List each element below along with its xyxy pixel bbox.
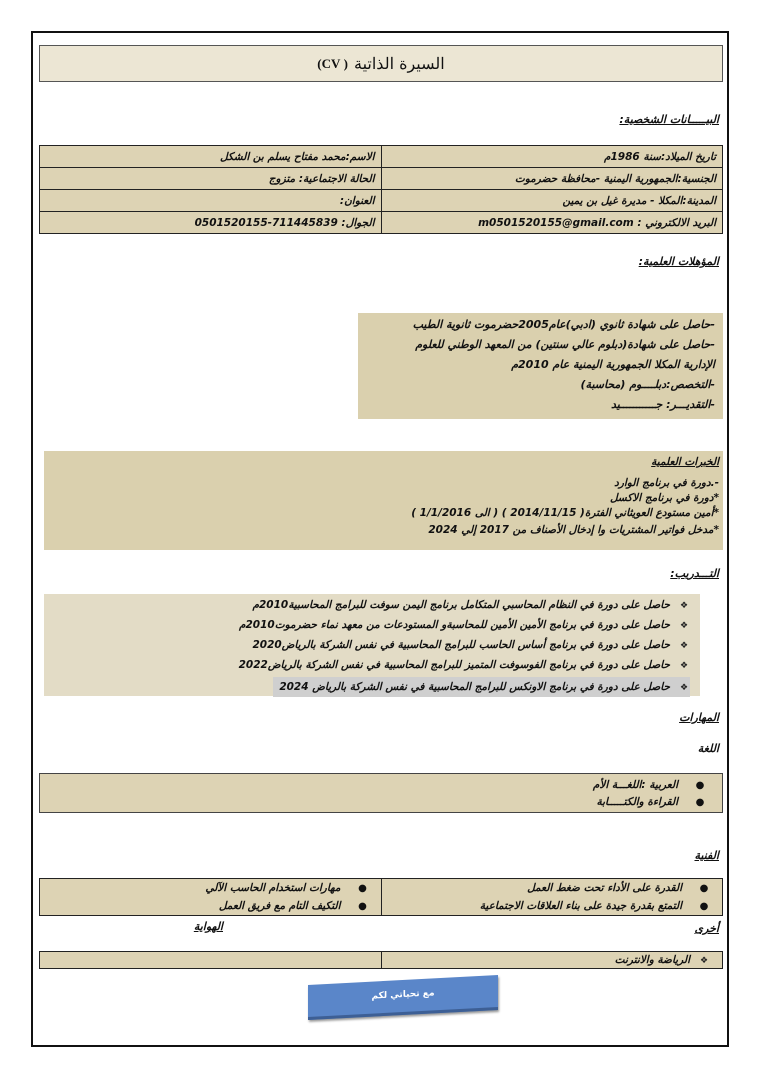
training-box — [44, 594, 700, 696]
mobile-cell: الجوال: 711445839-0501520155 — [40, 212, 382, 234]
training-item — [273, 677, 690, 697]
other-heading: أخرى — [694, 922, 719, 935]
qualification-line: -التقديـــر: جـــــــــــيد — [610, 398, 715, 411]
qualifications-heading: المؤهلات العلمية: — [638, 255, 719, 268]
skill-item — [394, 897, 711, 915]
language-item-text: القراءة والكتـــــابة — [596, 796, 678, 808]
personal-heading: البيـــــانات الشخصية: — [619, 113, 719, 126]
experience-box — [44, 451, 723, 550]
diamond-bullet-icon: ❖ — [679, 641, 689, 651]
birthdate-cell: تاريخ الميلاد:سنة 1986م — [381, 146, 723, 168]
technical-heading: الفنية — [694, 849, 719, 862]
skill-item-text: مهارات استخدام الحاسب الآلي — [205, 882, 341, 894]
training-item — [44, 635, 690, 655]
table-row — [40, 952, 723, 969]
bullet-dot-icon: ● — [699, 883, 709, 894]
name-cell: الاسم:محمد مفتاح يسلم بن الشكل — [40, 146, 382, 168]
training-item — [44, 595, 690, 615]
qualifications-box — [358, 313, 723, 419]
table-row — [40, 146, 723, 168]
table-row — [40, 212, 723, 234]
training-item-text: حاصل على دورة في برنامج أساس الحاسب للبرامج المحاسبية في نفس الشركة بالرياض2020 — [252, 639, 670, 651]
qualification-line: -التخصص:دبلــــوم (محاسبة) — [580, 378, 715, 391]
training-item-text: حاصل على دورة في برنامج الفوسوفت المتميز للبرامج المحاسبية في نفس الشركة بالرياض2022 — [238, 659, 670, 671]
city-cell: المدينة:المكلا - مديرة غيل بن يمين — [381, 190, 723, 212]
cv-title-box — [39, 45, 723, 82]
training-item-text: حاصل على دورة في برنامج الأمين الأمين للمحاسبةو المستودعات من معهد نماء حضرموت2010م — [238, 619, 670, 631]
language-item-text: العربية :اللغـــة الأم — [592, 779, 678, 791]
table-row — [40, 168, 723, 190]
hobby-table — [39, 951, 723, 969]
skill-item-text: التمتع بقدرة جيدة على بناء العلاقات الاجتماعية — [479, 900, 682, 912]
hobby-text: الرياضة والانترنت — [614, 954, 690, 966]
bullet-dot-icon: ● — [358, 901, 367, 912]
technical-skills-right — [40, 879, 382, 916]
experience-heading: الخبرات العلمية — [651, 456, 719, 468]
skill-item — [52, 879, 369, 897]
skill-item — [52, 897, 369, 915]
language-item — [40, 777, 706, 794]
experience-line: *دورة في برنامج الاكسل — [609, 492, 719, 504]
greeting-banner: مع تحياتي لكم — [308, 975, 498, 1020]
other-cell — [40, 952, 382, 969]
experience-line: *مدخل فواتير المشتريات وا إدخال الأصناف من 2017 إلي 2024 — [428, 524, 719, 536]
bullet-dot-icon: ● — [699, 901, 709, 912]
hobby-cell — [381, 952, 723, 969]
nationality-cell: الجنسية:الجمهورية اليمنية -محافظة حضرموت — [381, 168, 723, 190]
qualification-line: -حاصل على شهادة(دبلوم عالي سنتين) من المعهد الوطني للعلوم — [415, 338, 715, 351]
training-item — [44, 655, 690, 675]
diamond-bullet-icon: ❖ — [699, 956, 709, 966]
experience-line: -.دورة في برنامج الوارد — [614, 477, 719, 489]
diamond-bullet-icon: ❖ — [679, 661, 689, 671]
cv-title: السيرة الذاتية — [353, 54, 445, 73]
cv-title-abbr: ( CV) — [317, 55, 348, 71]
hobby-heading: الهواية — [193, 920, 223, 933]
language-item — [40, 794, 706, 811]
bullet-dot-icon: ● — [695, 780, 705, 791]
skill-item — [394, 879, 711, 897]
diamond-bullet-icon: ❖ — [679, 621, 689, 631]
table-row — [40, 190, 723, 212]
training-item — [44, 615, 690, 635]
marital-status-cell: الحالة الاجتماعية: متزوج — [40, 168, 382, 190]
qualification-line: -حاصل على شهادة ثانوي (ادبي)عام2005حضرموت ثانوية الطيب — [412, 318, 715, 331]
training-heading: التـــدريب: — [670, 567, 719, 580]
training-item-text: حاصل على دورة في برنامج الاونكس للبرامج المحاسبية في نفس الشركة بالرياض 2024 — [279, 681, 670, 693]
email-cell: البريد الالكتروني : m0501520155@gmail.com — [381, 212, 723, 234]
language-box — [39, 773, 723, 813]
address-cell: العنوان: — [40, 190, 382, 212]
diamond-bullet-icon: ❖ — [679, 683, 689, 693]
technical-skills-table — [39, 878, 723, 916]
language-heading: اللغة — [697, 742, 719, 755]
diamond-bullet-icon: ❖ — [679, 601, 689, 611]
skill-item-text: التكيف التام مع فريق العمل — [218, 900, 341, 912]
experience-line: *أمين مستودع العويثاني الفترة( 2014/11/15 ) ( الى 1/1/2016 ) — [411, 507, 719, 519]
bullet-dot-icon: ● — [358, 883, 367, 894]
bullet-dot-icon: ● — [695, 797, 705, 808]
technical-skills-left — [381, 879, 723, 916]
training-item-text: حاصل على دورة في النظام المحاسبي المتكامل برنامج اليمن سوفت للبرامج المحاسبية2010م — [252, 599, 670, 611]
skill-item-text: القدرة على الأداء تحت ضغط العمل — [527, 882, 682, 894]
personal-info-table — [39, 145, 723, 234]
skills-heading: المهارات — [679, 711, 719, 724]
qualification-line: الإدارية المكلا الجمهورية اليمنية عام 2010م — [511, 358, 715, 371]
table-row — [40, 879, 723, 916]
